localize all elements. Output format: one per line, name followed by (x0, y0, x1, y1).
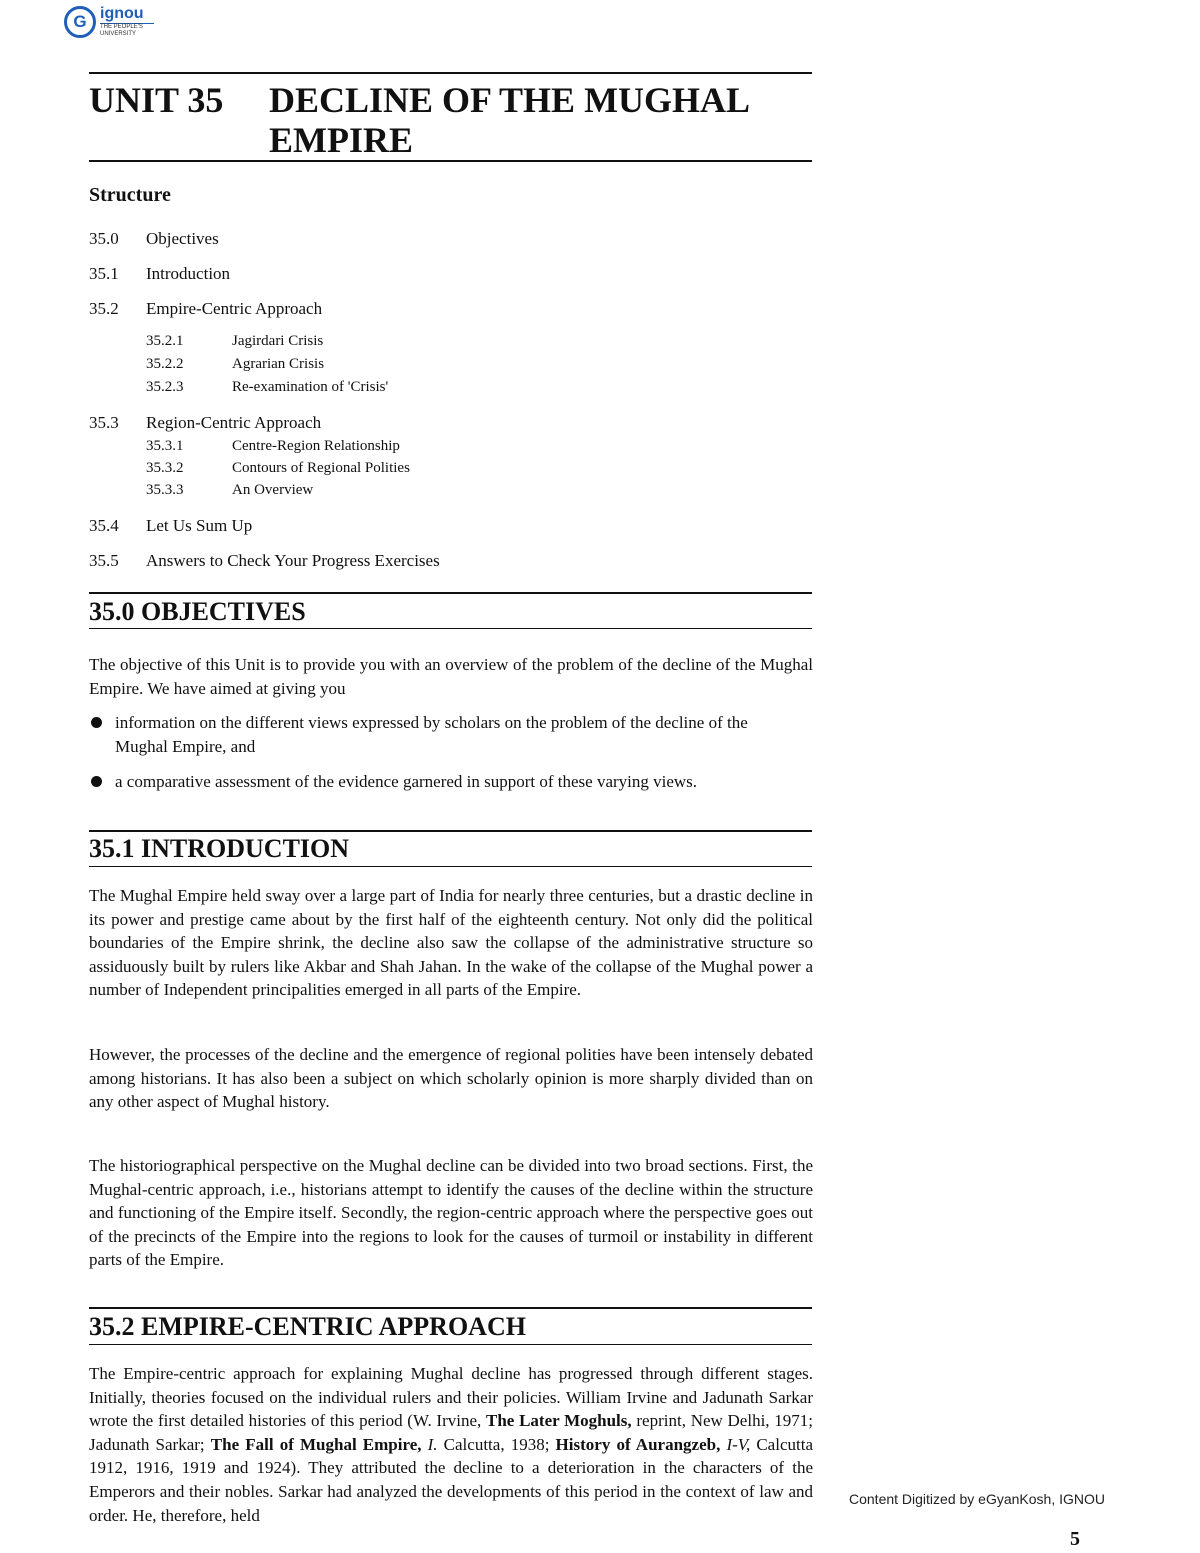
digitization-credit: Content Digitized by eGyanKosh, IGNOU (849, 1491, 1106, 1507)
unit-number: UNIT 35 (89, 80, 224, 120)
unit-title-line-2: EMPIRE (269, 120, 413, 160)
toc-item: 35.0 Objectives (89, 229, 219, 248)
toc-subitem: 35.3.3 An Overview (146, 482, 314, 498)
book-title: History of Aurangzeb, (555, 1434, 721, 1454)
toc-item: 35.5 Answers to Check Your Progress Exercises (89, 551, 440, 570)
section-rule (89, 866, 812, 867)
toc-subitem: 35.3.2 Contours of Regional Polities (146, 460, 410, 476)
toc-subitem: 35.3.1 Centre-Region Relationship (146, 438, 400, 454)
unit-title-line-1: DECLINE OF THE MUGHAL (269, 80, 751, 120)
section-heading-empire-centric: 35.2 EMPIRE-CENTRIC APPROACH (89, 1312, 526, 1341)
section-rule (89, 628, 812, 629)
toc-subitem: 35.2.2 Agrarian Crisis (146, 356, 325, 372)
toc-subitem: 35.2.1 Jagirdari Crisis (146, 333, 324, 349)
toc-item: 35.2 Empire-Centric Approach (89, 299, 323, 318)
objective-bullet: information on the different views expressed by scholars on the problem of the decline of the Mughal Empire, and (89, 711, 799, 758)
objectives-intro: The objective of this Unit is to provide you with an overview of the problem of the decline of the Mughal Empire. We have aimed at giving you (89, 655, 813, 698)
section-rule (89, 592, 812, 594)
section-heading-objectives: 35.0 OBJECTIVES (89, 597, 306, 626)
section-rule (89, 830, 812, 832)
title-rule-bottom (89, 160, 812, 162)
title-rule-top (89, 72, 812, 74)
section-rule (89, 1307, 812, 1309)
objective-bullet: a comparative assessment of the evidence garnered in support of these varying views. (89, 770, 799, 794)
intro-paragraph: However, the processes of the decline and the emergence of regional polities have been intensely debated among historians. It has also been a subject on which scholarly opinion is more sharply divided than on any other aspect of Mughal history. (89, 1045, 813, 1112)
logo-emblem-icon: G (64, 6, 96, 38)
bullet-icon (91, 776, 102, 787)
toc-item: 35.1 Introduction (89, 264, 231, 283)
logo-name: ignou (100, 5, 144, 22)
intro-paragraph: The historiographical perspective on the Mughal decline can be divided into two broad sections. First, the Mughal-centric approach, i.e., historians attempt to identify the causes of the decline within the structure and functioning of the Empire itself. Secondly, the region-centric approach where the perspective goes out of the precincts of the Empire into the regions to look for the causes of turmoil or instability in different parts of the Empire. (89, 1156, 813, 1270)
ignou-logo (64, 6, 154, 42)
toc-item: 35.4 Let Us Sum Up (89, 516, 253, 535)
toc-subitem: 35.2.3 Re-examination of 'Crisis' (146, 379, 389, 395)
book-title: The Later Moghuls, (486, 1411, 632, 1431)
bullet-icon (91, 717, 102, 728)
empire-centric-paragraph: The Empire-centric approach for explaining Mughal decline has progressed through different stages. Initially, theories focused on the individual rulers and their policies. William Irvine and Jadunath Sarkar wrote the first detailed histories of this period (W. Irvine, The Later Moghuls, reprint, New Delhi, 1971; Jadunath Sarkar; The Fall of Mughal Empire, I. Calcutta, 1938; History of Aurangzeb, I-V, Calcutta 1912, 1916, 1919 and 1924). They attributed the decline to a deterioration in the characters of the Emperors and their nobles. Sarkar had analyzed the developments of this period in the context of law and order. He, therefore, held (89, 1364, 813, 1525)
section-rule (89, 1344, 812, 1345)
structure-heading: Structure (89, 184, 171, 206)
intro-paragraph: The Mughal Empire held sway over a large part of India for nearly three centuries, but a drastic decline in its power and prestige came about by the first half of the eighteenth century. Not only did the political boundaries of the Empire shrink, the decline also saw the collapse of the administrative structure so assiduously built by rulers like Akbar and Shah Jahan. In the wake of the collapse of the Mughal power a number of Independent principalities emerged in all parts of the Empire. (89, 886, 813, 1000)
section-heading-introduction: 35.1 INTRODUCTION (89, 834, 350, 863)
book-title: The Fall of Mughal Empire, (210, 1434, 422, 1454)
toc-item: 35.3 Region-Centric Approach (89, 413, 322, 432)
page-number: 5 (1070, 1528, 1080, 1550)
logo-subtitle: THE PEOPLE'S UNIVERSITY (100, 23, 154, 38)
